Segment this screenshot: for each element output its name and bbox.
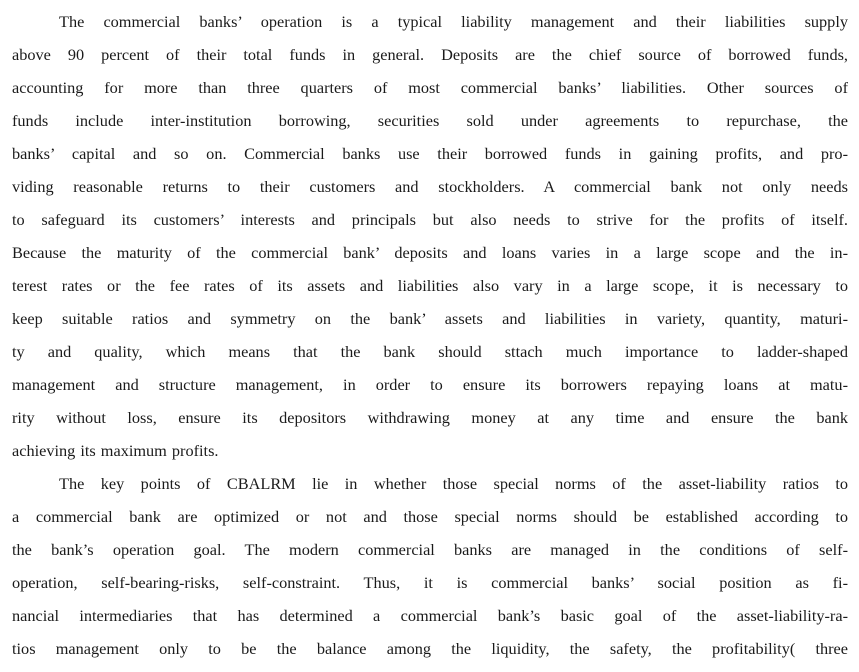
text-line: achieving its maximum profits. — [12, 441, 219, 460]
text-line: nancial intermediaries that has determined a commercial bank’s basic goal of the asset-liability-ra- — [12, 606, 848, 625]
text-line: banks’ capital and so on. Commercial banks use their borrowed funds in gaining profits, and pro- — [12, 144, 848, 163]
text-line: accounting for more than three quarters of most commercial banks’ liabilities. Other sources of — [12, 78, 848, 97]
text-line: viding reasonable returns to their customers and stockholders. A commercial bank not only needs — [12, 177, 848, 196]
text-line: rity without loss, ensure its depositors withdrawing money at any time and ensure the bank — [12, 408, 848, 427]
text-line: operation, self-bearing-risks, self-constraint. Thus, it is commercial banks’ social position as fi- — [12, 573, 848, 592]
text-line: The key points of CBALRM lie in whether those special norms of the asset-liability ratios to — [59, 474, 848, 493]
text-line: terest rates or the fee rates of its assets and liabilities also vary in a large scope, it is necessary to — [12, 276, 848, 295]
text-line: ty and quality, which means that the bank should sttach much importance to ladder-shaped — [12, 342, 848, 361]
text-line: Because the maturity of the commercial bank’ deposits and loans varies in a large scope and the in- — [12, 243, 848, 262]
text-line: The commercial banks’ operation is a typical liability management and their liabilities supply — [59, 12, 848, 31]
text-line: above 90 percent of their total funds in general. Deposits are the chief source of borrowed funds, — [12, 45, 848, 64]
text-line: management and structure management, in order to ensure its borrowers repaying loans at matu- — [12, 375, 848, 394]
text-line: a commercial bank are optimized or not and those special norms should be established according to — [12, 507, 848, 526]
text-line: tios management only to be the balance among the liquidity, the safety, the profitability( three — [12, 639, 848, 658]
text-line: funds include inter-institution borrowing, securities sold under agreements to repurchase, the — [12, 111, 848, 130]
text-line: to safeguard its customers’ interests and principals but also needs to strive for the profits of itself. — [12, 210, 848, 229]
text-line: the bank’s operation goal. The modern commercial banks are managed in the conditions of self- — [12, 540, 848, 559]
text-line: keep suitable ratios and symmetry on the bank’ assets and liabilities in variety, quantity, maturi- — [12, 309, 848, 328]
